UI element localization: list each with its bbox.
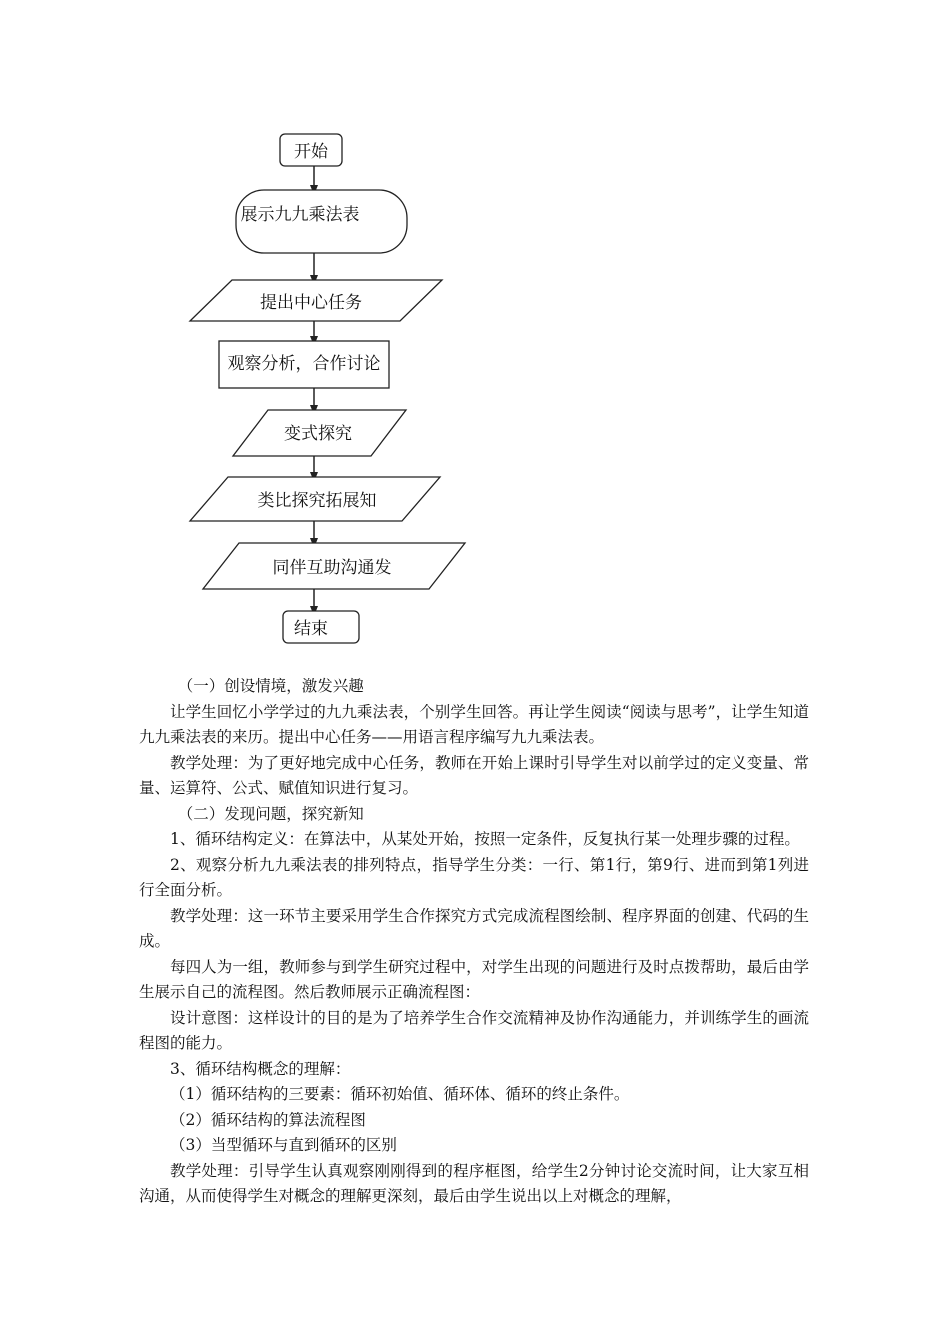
paragraph: 教学处理：这一环节主要采用学生合作探究方式完成流程图绘制、程序界面的创建、代码的生成。 — [139, 906, 809, 950]
step-analogy-label: 类比探究拓展知 — [257, 491, 377, 511]
lesson-text — [139, 674, 809, 1210]
paragraph: 教学处理：为了更好地完成中心任务，教师在开始上课时引导学生对以前学过的定义变量、常量、运算符、公式、赋值知识进行复习。 — [139, 753, 809, 797]
paragraph: 设计意图：这样设计的目的是为了培养学生合作交流精神及协作沟通能力，并训练学生的画流程图的能力。 — [139, 1008, 809, 1052]
section-heading-2: （二）发现问题，探究新知 — [177, 804, 364, 823]
step-peer-help-label: 同伴互助沟通发 — [272, 558, 392, 578]
list-item: （3）当型循环与直到循环的区别 — [170, 1136, 397, 1154]
step-show-table-label: 展示九九乘法表 — [240, 205, 360, 225]
paragraph: 教学处理：引导学生认真观察刚刚得到的程序框图，给学生2分钟讨论交流时间，让大家互相沟通，从而使得学生对概念的理解更深刻，最后由学生说出以上对概念的理解， — [139, 1161, 809, 1205]
step-observe-label: 观察分析，合作讨论 — [227, 354, 381, 374]
paragraph: 每四人为一组，教师参与到学生研究过程中，对学生出现的问题进行及时点拨帮助，最后由学生展示自己的流程图。然后教师展示正确流程图： — [139, 957, 809, 1001]
paragraph: 3、循环结构概念的理解： — [170, 1059, 351, 1078]
end-label: 结束 — [294, 619, 328, 639]
start-label: 开始 — [294, 142, 328, 162]
step-variation-label: 变式探究 — [284, 424, 352, 444]
paragraph: 让学生回忆小学学过的九九乘法表，个别学生回答。再让学生阅读“阅读与思考”，让学生知道九九乘法表的来历。提出中心任务——用语言程序编写九九乘法表。 — [139, 702, 809, 746]
paragraph: 2、观察分析九九乘法表的排列特点，指导学生分类：一行、第1行，第9行、进而到第1列进行全面分析。 — [139, 855, 809, 899]
paragraph: 1、循环结构定义：在算法中，从某处开始，按照一定条件，反复执行某一处理步骤的过程。 — [170, 830, 800, 848]
step-central-task-label: 提出中心任务 — [260, 293, 362, 313]
flowchart — [0, 0, 950, 670]
list-item: （2）循环结构的算法流程图 — [170, 1110, 366, 1129]
list-item: （1）循环结构的三要素：循环初始值、循环体、循环的终止条件。 — [170, 1085, 630, 1103]
section-heading-1: （一）创设情境，激发兴趣 — [177, 677, 364, 695]
